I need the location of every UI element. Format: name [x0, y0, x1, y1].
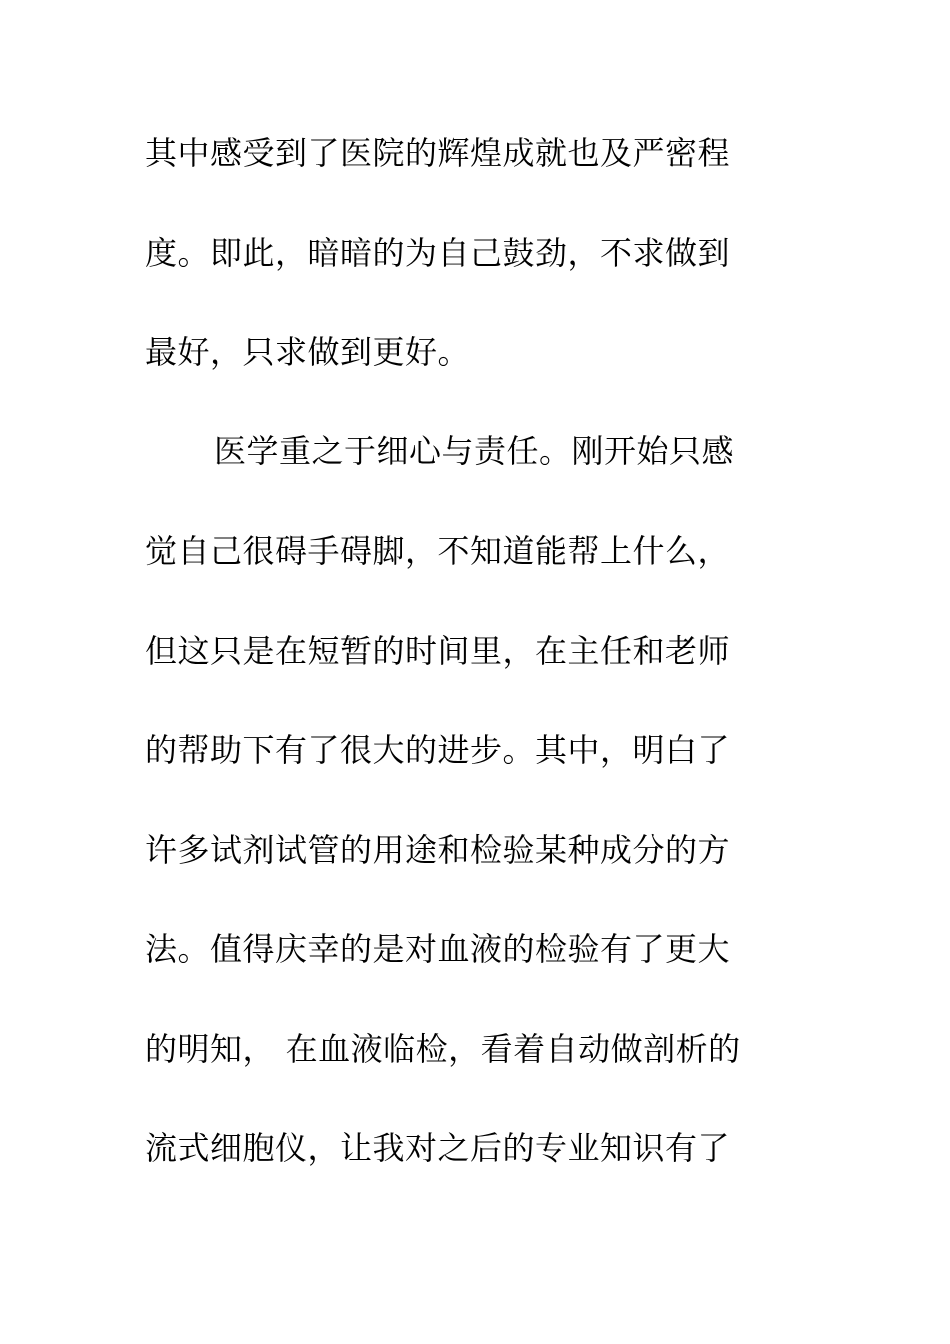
text-line-7: 的帮助下有了很大的进步。其中，明白了 [145, 731, 731, 769]
text-line-3: 最好，只求做到更好。 [145, 333, 471, 371]
text-line-6: 但这只是在短暂的时间里，在主任和老师 [145, 632, 731, 670]
text-line-2: 度。即此，暗暗的为自己鼓劲，不求做到 [145, 234, 731, 272]
text-line-1: 其中感受到了医院的辉煌成就也及严密程 [145, 134, 731, 172]
text-line-11: 流式细胞仪，让我对之后的专业知识有了 [145, 1129, 731, 1167]
paragraph-start-line: 医学重之于细心与责任。刚开始只感 [214, 432, 735, 470]
text-line-5: 觉自己很碍手碍脚，不知道能帮上什么， [145, 532, 731, 570]
text-line-10: 的明知， 在血液临检，看着自动做剖析的 [145, 1030, 741, 1068]
text-line-8: 许多试剂试管的用途和检验某种成分的方 [145, 831, 731, 869]
text-line-9: 法。值得庆幸的是对血液的检验有了更大 [145, 930, 731, 968]
